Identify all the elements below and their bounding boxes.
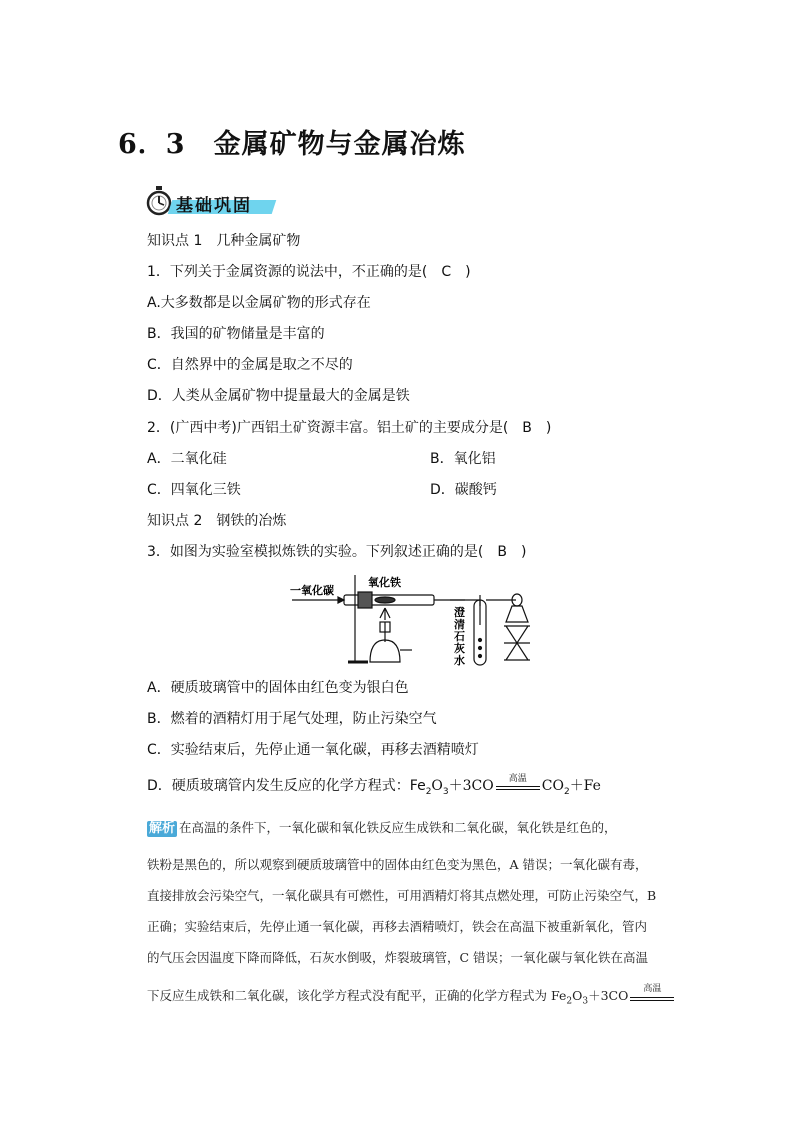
q3-d-co: ＋3CO <box>448 778 494 794</box>
q3-d-prefix: D．硬质玻璃管内发生反应的化学方程式：Fe <box>147 778 426 794</box>
explanation-line-4: 正确；实验结束后，先停止通一氧化碳，再移去酒精喷灯，铁会在高温下被重新氧化，管内 <box>147 919 648 934</box>
q3-option-d: D．硬质玻璃管内发生反应的化学方程式：$Fe_2O_3+3CO$ 高温 $CO_2+Fe$ <box>147 777 601 801</box>
explain-reaction-condition <box>630 983 674 1004</box>
condition-text: 高温 <box>508 774 527 784</box>
q3-d-fe: ＋Fe <box>569 778 601 794</box>
explanation-badge: 解析 <box>149 821 176 836</box>
explain-oxide: O <box>572 988 583 1003</box>
q1-option-b: B．我国的矿物储量是丰富的 <box>147 326 325 342</box>
q2-option-c: C．四氧化三铁 <box>147 482 241 498</box>
label-limewater-4: 灰 <box>454 642 465 655</box>
label-limewater-3: 石 <box>454 630 465 643</box>
q2-option-d: D．碳酸钙 <box>430 482 497 498</box>
q3-option-c: C．实验结束后，先停止通一氧化碳，再移去酒精喷灯 <box>147 742 479 758</box>
q2-stem: 2．(广西中考)广西铝土矿资源丰富。铝土矿的主要成分是( B ) <box>147 420 552 436</box>
explanation-line-6: 下反应生成铁和二氧化碳，该化学方程式没有配平，正确的化学方程式为 $Fe_2O_3+3CO$ 高温 <box>147 988 676 1010</box>
q2-option-a: A．二氧化硅 <box>147 451 227 467</box>
q2-option-b: B．氧化铝 <box>430 451 496 467</box>
label-limewater-5: 水 <box>454 654 465 667</box>
explanation-line-5: 的气压会因温度下降而降低，石灰水倒吸，炸裂玻璃管，C 错误；一氧化碳与氧化铁在高温 <box>147 950 649 965</box>
badge-label: 基础巩固 <box>176 196 252 216</box>
q3-d-oxide: O <box>431 778 443 794</box>
page-title <box>118 122 466 161</box>
explain-condition-text: 高温 <box>643 983 662 994</box>
section-title-text: 金属矿物与金属冶炼 <box>213 129 466 160</box>
ironmaking-apparatus-diagram <box>290 570 540 670</box>
explain-text-1: 在高温的条件下，一氧化碳和氧化铁反应生成铁和二氧化碳，氧化铁是红色的， <box>179 820 617 835</box>
q1-option-c: C．自然界中的金属是取之不尽的 <box>147 357 353 373</box>
section-number: 6．3 <box>118 129 186 160</box>
reaction-condition <box>496 774 540 793</box>
label-limewater-2: 清 <box>454 618 465 631</box>
q3-option-b: B．燃着的酒精灯用于尾气处理，防止污染空气 <box>147 711 437 727</box>
q1-stem: 1．下列关于金属资源的说法中，不正确的是( C ) <box>147 264 471 280</box>
section-badge <box>146 186 276 218</box>
label-limewater-1: 澄 <box>454 606 465 619</box>
explanation-line-3: 直接排放会污染空气，一氧化碳具有可燃性，可用酒精灯将其点燃处理，可防止污染空气，B <box>147 888 657 903</box>
label-co: 一氧化碳 <box>290 584 334 597</box>
label-fe2o3: 氧化铁 <box>368 576 401 589</box>
knowledge-point-2: 知识点 2 钢铁的冶炼 <box>147 513 287 529</box>
q3-stem: 3．如图为实验室模拟炼铁的实验。下列叙述正确的是( B ) <box>147 544 527 560</box>
q3-option-a: A．硬质玻璃管中的固体由红色变为银白色 <box>147 680 409 696</box>
q1-option-a: A.大多数都是以金属矿物的形式存在 <box>147 295 371 311</box>
explain-co: ＋3CO <box>588 988 629 1003</box>
q3-d-co2: CO <box>541 778 564 794</box>
explanation-line-1 <box>147 820 617 837</box>
explanation-line-2: 铁粉是黑色的，所以观察到硬质玻璃管中的固体由红色变为黑色，A 错误；一氧化碳有毒， <box>147 857 648 872</box>
q1-option-d: D．人类从金属矿物中提量最大的金属是铁 <box>147 388 410 404</box>
knowledge-point-1: 知识点 1 几种金属矿物 <box>147 233 301 249</box>
explain-text-6: 下反应生成铁和二氧化碳，该化学方程式没有配平，正确的化学方程式为 Fe <box>147 988 567 1003</box>
